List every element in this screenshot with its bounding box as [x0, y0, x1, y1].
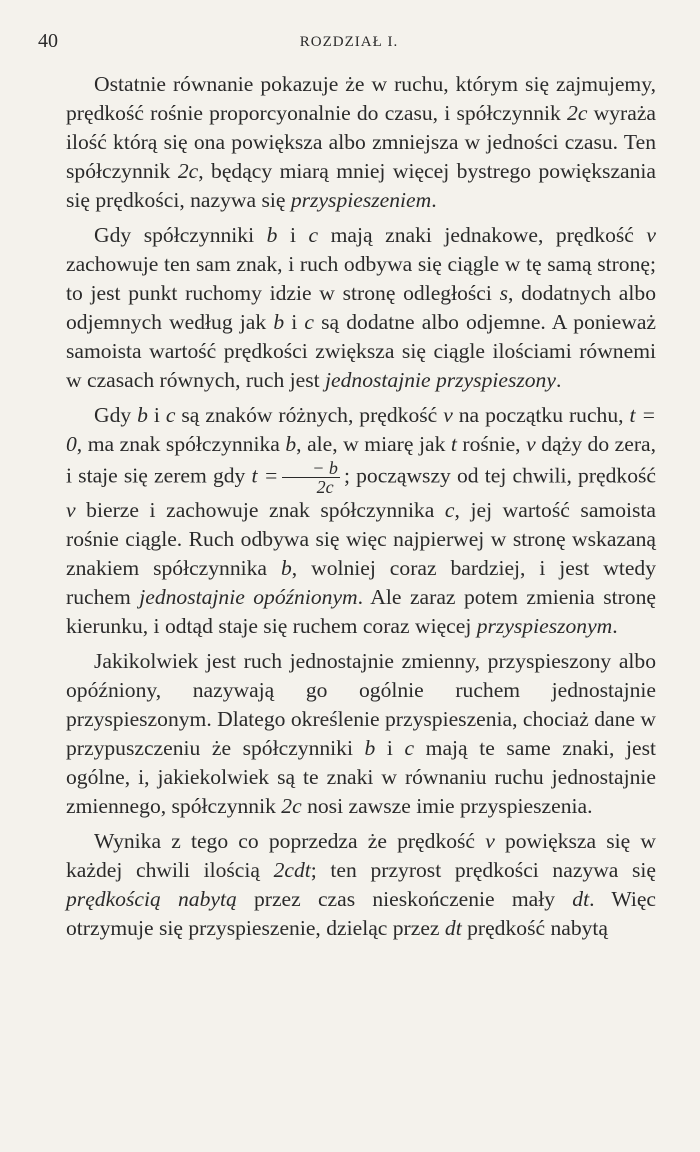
- paragraph-3: Gdy b i c są znaków różnych, prędkość v na początku ruchu, t = 0, ma znak spółczynnika b, ale, w miarę jak t rośnie, v dąży do zera, i staje się zerem gdy t = $\frac{- b}{2c}$ ; począwszy od tej chwili, prędkość v bierze i zachowuje znak spółczynnika c, jej wartość samoista rośnie ciągle. Ruch odbywa się więc najpierwej w stronę wskazaną znakiem spółczynnika b, wolniej coraz bardziej, i jest wtedy ruchem jednostajnie opóźnionym. Ale zaraz potem zmienia stronę kierunku, i odtąd staje się ruchem coraz więcej przyspieszonym.: [66, 403, 657, 638]
- equation-lhs: t =: [251, 463, 279, 488]
- paragraph-2: Gdy spółczynniki b i c mają znaki jednakowe, prędkość v zachowuje ten sam znak, i ruch odbywa się ciągle w tę samą stronę; to jest punkt ruchomy idzie w stronę odległości s, dodatnych albo odjemnych według jak b i c są dodatne albo odjemne. A ponieważ samoista wartość prędkości zwiększa się ciągle ilościami równemi w czasach równych, ruch jest jednostajnie przyspieszony.: [66, 223, 657, 392]
- fraction: [282, 459, 340, 496]
- term-przyspieszony: przyspieszonym: [476, 614, 613, 638]
- fraction-numerator: − b: [282, 459, 340, 478]
- term-predkosc-nabyta: prędkością nabytą: [66, 887, 237, 911]
- fraction-denominator: 2c: [316, 477, 334, 497]
- term-przyspieszenie: przyspieszeniem: [290, 188, 432, 212]
- page-header: [38, 30, 660, 60]
- term-jednostajnie-przyspieszony: jednostajnie przyspieszony: [325, 368, 556, 392]
- page-number: 40: [38, 30, 58, 52]
- paragraph-5: Wynika z tego co poprzedza że prędkość v powiększa się w każdej chwili ilością 2cdt; ten przyrost prędkości nazywa się prędkością nabytą przez czas nieskończenie mały dt. Więc otrzymuje się przyspieszenie, dzieląc przez dt prędkość nabytą: [66, 829, 656, 940]
- paragraph-1: Ostatnie równanie pokazuje że w ruchu, którym się zajmujemy, prędkość rośnie proporcyonalnie do czasu, i spółczynnik 2c wyraża ilość którą się ona powiększa albo zmniejsza w jedności czasu. Ten spółczynnik 2c, będący miarą mniej więcej bystrego powiększania się prędkości, nazywa się przyspieszeniem.: [66, 72, 656, 212]
- term-jednostajnie-opozniony: jednostajnie opóźnionym: [139, 585, 358, 609]
- running-head: ROZDZIAŁ I.: [299, 34, 399, 50]
- paragraph-4: Jakikolwiek jest ruch jednostajnie zmienny, przyspieszony albo opóźniony, nazywają go ogólnie ruchem jednostajnie przyspieszonym. Dlatego określenie przyspieszenia, chociaż dane w przypuszczeniu że spółczynniki b i c mają te same znaki, jest ogólne, i, jakiekolwiek są te znaki w równaniu ruchu jednostajnie zmiennego, spółczynnik 2c nosi zawsze imie przyspieszenia.: [66, 649, 657, 818]
- body-text: [66, 70, 656, 949]
